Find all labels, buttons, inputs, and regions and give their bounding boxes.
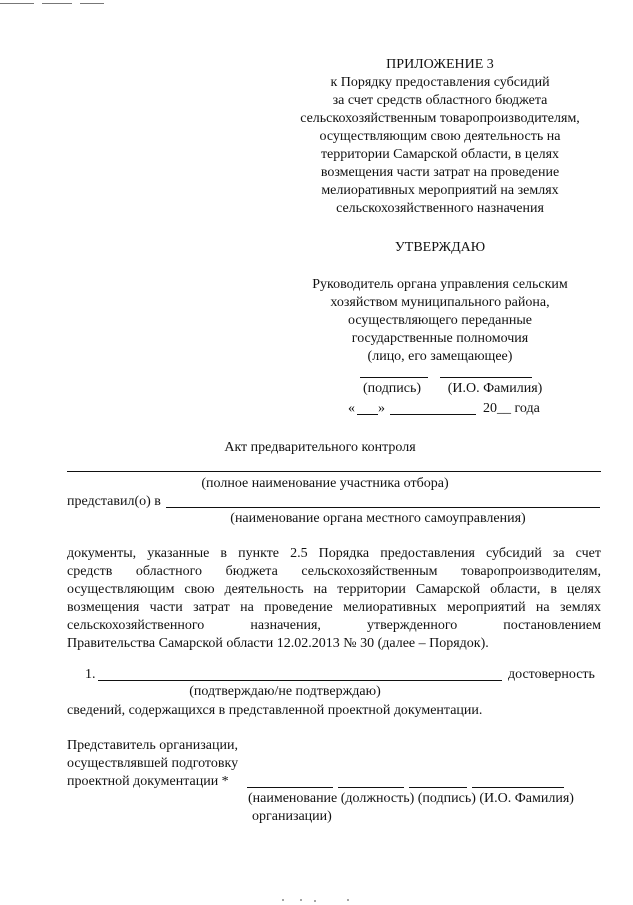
date-close-quote: » xyxy=(378,401,385,416)
submitted-label: представил(о) в xyxy=(67,494,161,509)
authority-caption: (наименование органа местного самоуправления) xyxy=(230,511,526,526)
rep-line: проектной документации * xyxy=(67,774,229,789)
rep-caption: (наименование (должность) (подпись) (И.О. Фамилия) xyxy=(248,791,574,806)
rep-line: осуществлявшей подготовку xyxy=(67,756,239,771)
paragraph-last-line: Правительства Самарской области 12.02.2013 № 30 (далее – Порядок). xyxy=(67,636,489,651)
item-suffix: достоверность xyxy=(508,667,595,682)
paragraph-line: документы, указанные в пункте 2.5 Порядка предоставления субсидий за счет xyxy=(67,546,601,561)
approve-title: УТВЕРЖДАЮ xyxy=(394,240,486,255)
date-month-line[interactable] xyxy=(390,414,476,415)
appendix-line: сельскохозяйственного назначения xyxy=(336,201,544,216)
appendix-line: мелиоративных мероприятий на землях xyxy=(321,183,559,198)
signature-caption: (подпись) xyxy=(362,381,422,396)
header-mark xyxy=(0,3,34,4)
authority-line[interactable] xyxy=(166,507,600,508)
rep-org-line[interactable] xyxy=(247,787,333,788)
rep-caption-continued: организации) xyxy=(252,809,332,824)
appendix-title: ПРИЛОЖЕНИЕ 3 xyxy=(386,57,494,72)
paragraph-line: осуществляющим свою деятельность на территории Самарской области, в целях xyxy=(67,582,601,597)
appendix-line: сельскохозяйственным товаропроизводителям, xyxy=(300,111,580,126)
date-year: 20__ года xyxy=(483,401,540,416)
paragraph-line: возмещения части затрат на проведение мелиоративных мероприятий на землях xyxy=(67,600,601,615)
date-day-line[interactable] xyxy=(357,414,378,415)
item-caption: (подтверждаю/не подтверждаю) xyxy=(189,684,381,699)
appendix-line: территории Самарской области, в целях xyxy=(320,147,560,162)
item-number: 1. xyxy=(85,667,96,682)
approve-line: Руководитель органа управления сельским xyxy=(312,277,568,292)
participant-caption: (полное наименование участника отбора) xyxy=(201,476,449,491)
name-line[interactable] xyxy=(440,377,532,378)
paragraph-line: средств областного бюджета сельскохозяйственным товаропроизводителям, xyxy=(67,564,601,579)
appendix-line: к Порядку предоставления субсидий xyxy=(330,75,550,90)
scan-artifact xyxy=(347,899,349,901)
act-title: Акт предварительного контроля xyxy=(224,440,416,455)
header-mark xyxy=(80,3,104,4)
scan-artifact xyxy=(300,899,302,901)
header-mark xyxy=(42,3,72,4)
rep-signature-line[interactable] xyxy=(409,787,467,788)
scan-artifact xyxy=(314,900,316,902)
rep-line: Представитель организации, xyxy=(67,738,238,753)
appendix-line: за счет средств областного бюджета xyxy=(332,93,548,108)
approve-line: хозяйством муниципального района, xyxy=(330,295,550,310)
signature-line[interactable] xyxy=(360,377,428,378)
approve-line: государственные полномочия xyxy=(351,331,529,346)
item-verdict-line[interactable] xyxy=(98,680,502,681)
rep-name-line[interactable] xyxy=(472,787,564,788)
approve-line: (лицо, его замещающее) xyxy=(367,349,513,364)
rep-position-line[interactable] xyxy=(338,787,404,788)
appendix-line: осуществляющим свою деятельность на xyxy=(319,129,561,144)
approve-line: осуществляющего переданные xyxy=(348,313,532,328)
name-caption: (И.О. Фамилия) xyxy=(447,381,543,396)
scan-artifact xyxy=(282,899,284,901)
item-text: сведений, содержащихся в представленной проектной документации. xyxy=(67,703,483,718)
participant-line[interactable] xyxy=(67,471,601,472)
paragraph-line: сельскохозяйственного назначения, утвержденного постановлением xyxy=(67,618,601,633)
date-open-quote: « xyxy=(348,401,355,416)
appendix-line: возмещения части затрат на проведение xyxy=(320,165,560,180)
